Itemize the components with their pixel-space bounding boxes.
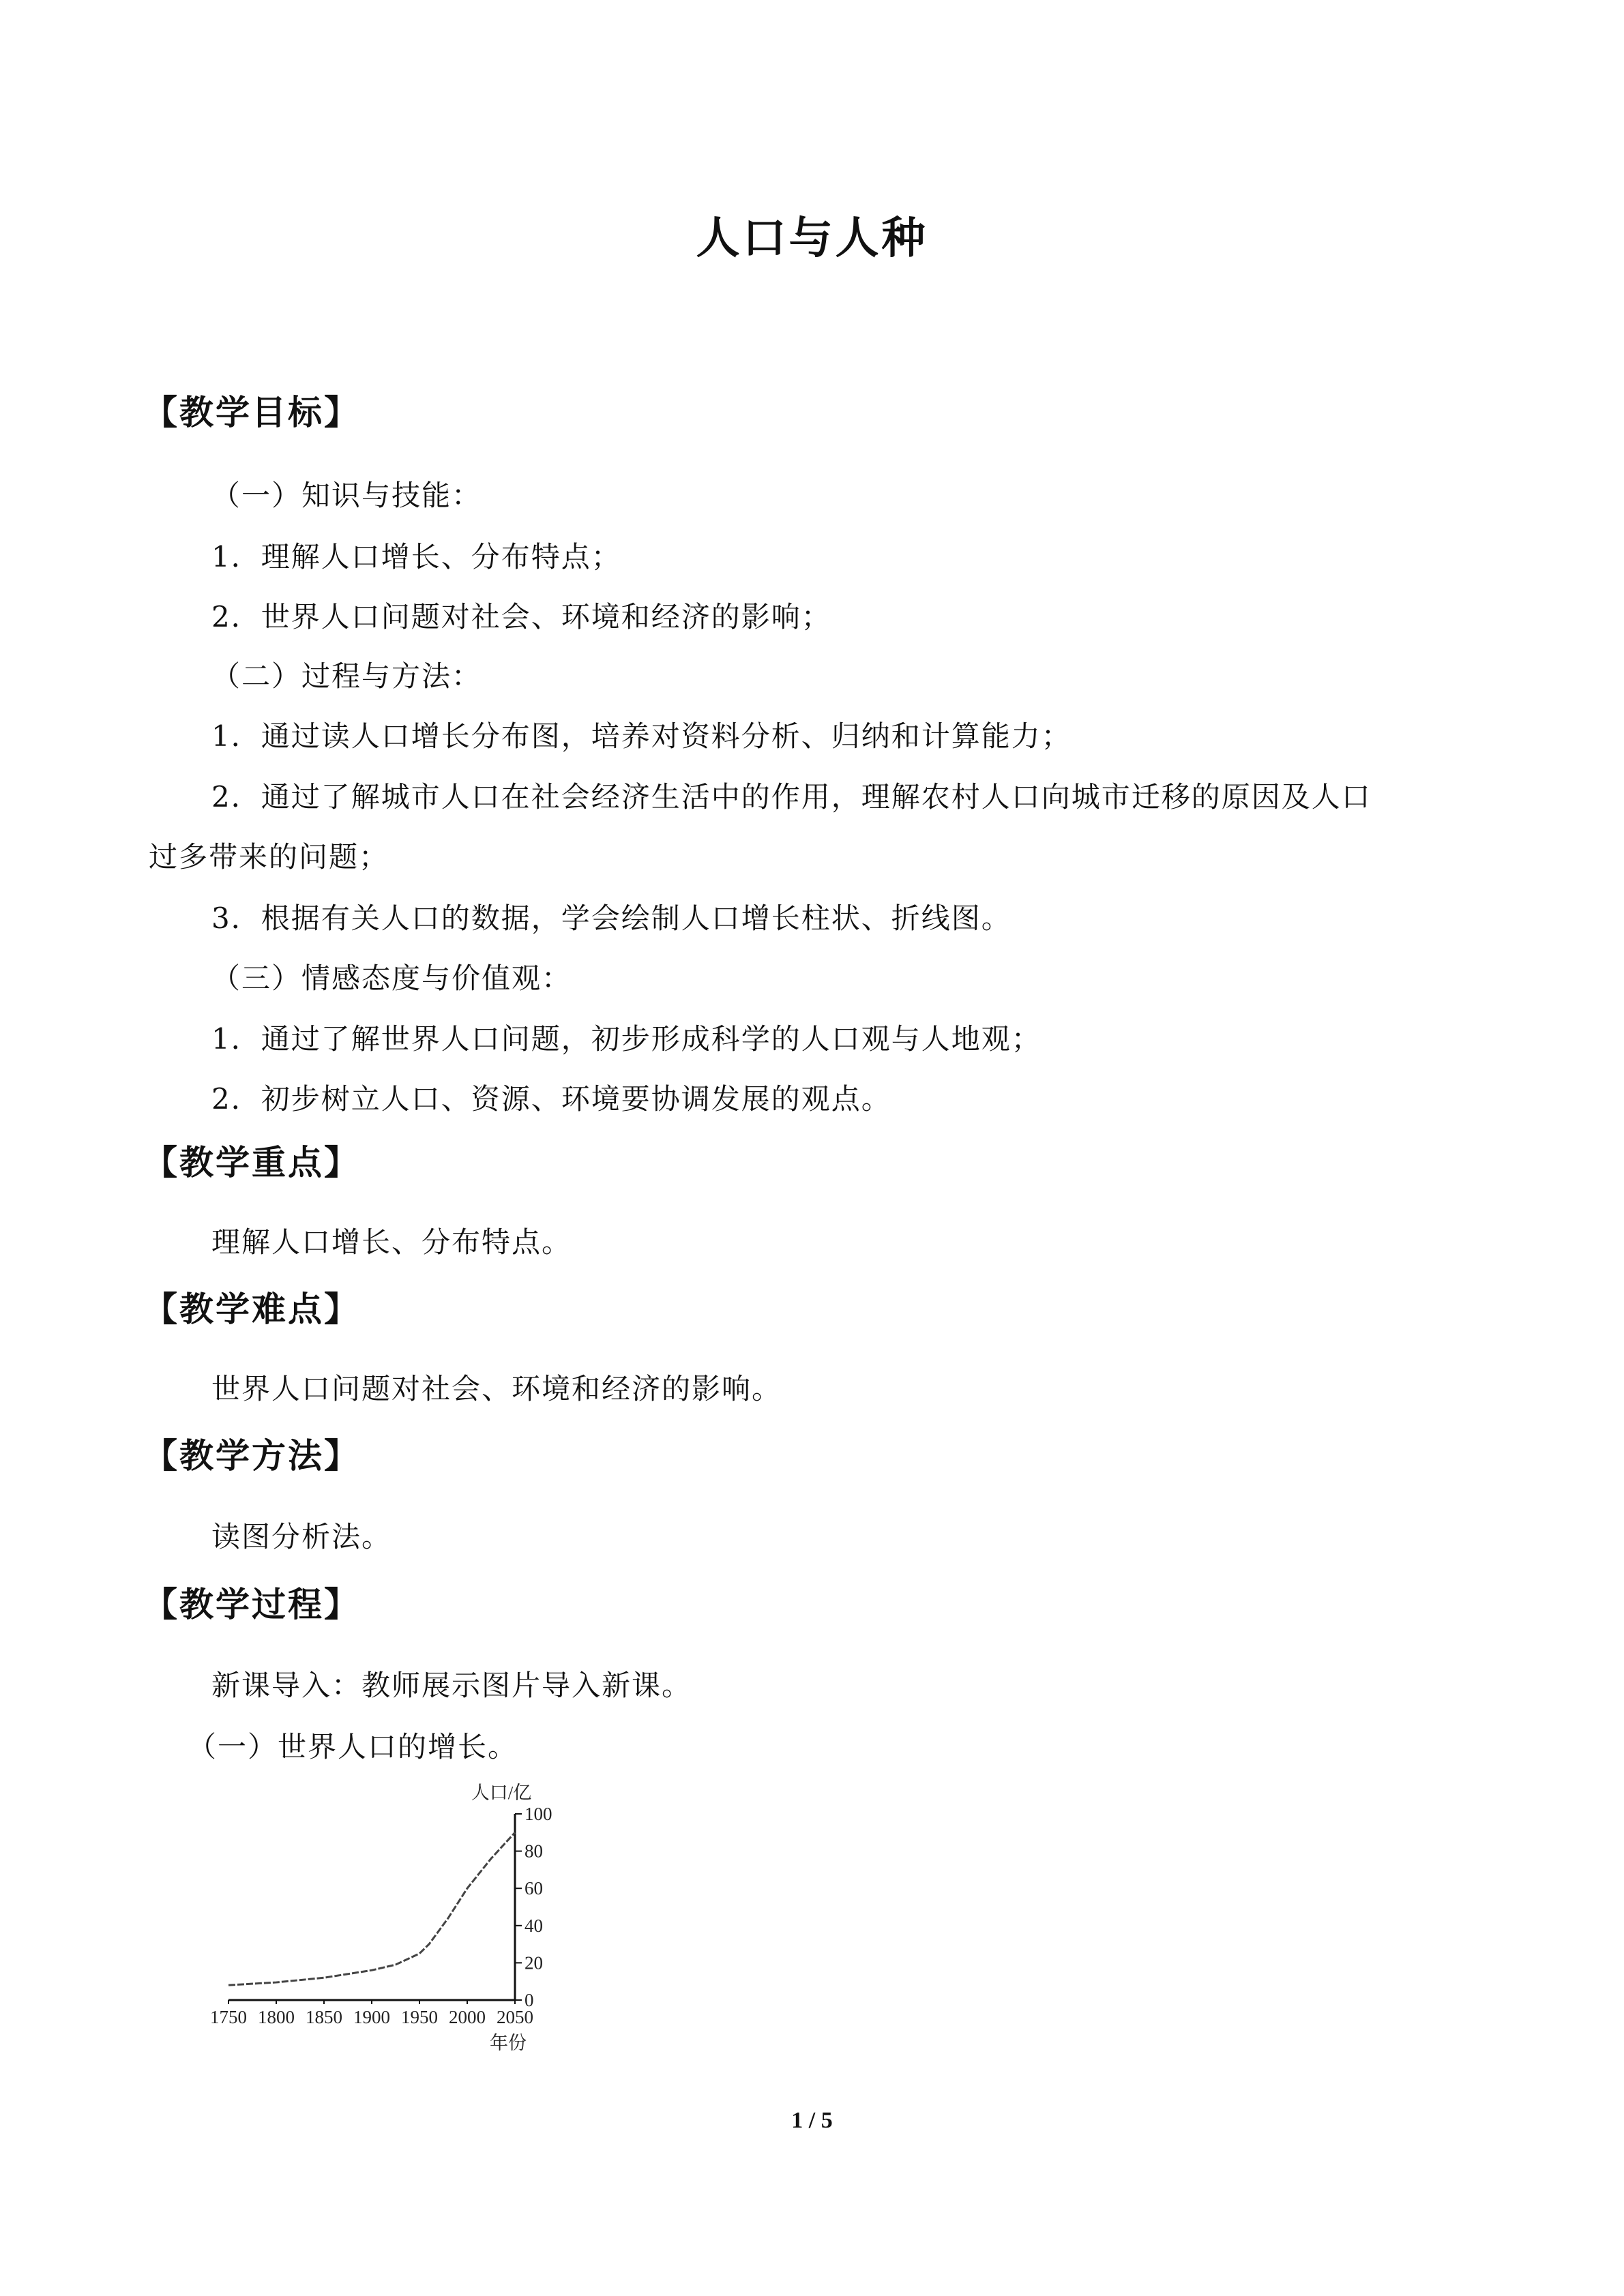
chart-ticks [210,1804,552,2027]
x-tick-label: 2050 [497,2007,533,2027]
chart-xlabel: 年份 [490,2033,527,2053]
heading-methods: 【教学方法】 [143,1436,360,1476]
methods-text: 读图分析法。 [211,1520,392,1553]
process-intro: 新课导入：教师展示图片导入新课。 [211,1669,692,1702]
document-title: 人口与人种 [696,213,928,264]
goals-sub2-item-1: 1．通过读人口增长分布图，培养对资料分析、归纳和计算能力； [211,719,1072,753]
heading-difficulties: 【教学难点】 [143,1289,360,1329]
x-tick-label: 1900 [353,2007,390,2027]
population-growth-chart [210,1773,597,2059]
heading-process: 【教学过程】 [143,1585,360,1624]
goals-sub2: （二）过程与方法： [211,659,482,693]
heading-key-points: 【教学重点】 [143,1143,360,1182]
goals-sub3-item-2: 2．初步树立人口、资源、环境要协调发展的观点。 [211,1082,891,1116]
chart-axes [228,1814,515,2000]
y-tick-label: 20 [525,1952,543,1973]
difficulties-text: 世界人口问题对社会、环境和经济的影响。 [211,1372,782,1405]
x-tick-label: 1800 [258,2007,295,2027]
goals-sub3: （三）情感态度与价值观： [211,961,572,995]
goals-sub2-item-2-continued: 过多带来的问题； [149,840,389,874]
goals-sub1-item-2: 2．世界人口问题对社会、环境和经济的影响； [211,600,831,633]
x-tick-label: 1950 [401,2007,438,2027]
y-tick-label: 40 [525,1915,543,1936]
x-tick-label: 2000 [449,2007,486,2027]
x-tick-label: 1750 [210,2007,247,2027]
process-section-1: （一）世界人口的增长。 [188,1730,518,1763]
goals-sub1-item-1: 1．理解人口增长、分布特点； [211,540,621,573]
key-points-text: 理解人口增长、分布特点。 [211,1225,572,1259]
goals-sub2-item-3: 3．根据有关人口的数据，学会绘制人口增长柱状、折线图。 [211,901,1012,935]
heading-teaching-goals: 【教学目标】 [143,393,360,432]
x-tick-label: 1850 [306,2007,342,2027]
y-tick-label: 80 [525,1840,543,1862]
chart-ylabel: 人口/亿 [471,1783,532,1803]
population-series-line [228,1832,515,1985]
goals-sub1: （一）知识与技能： [211,479,482,512]
y-tick-label: 60 [525,1878,543,1899]
page-number: 1 / 5 [791,2108,833,2133]
goals-sub2-item-2: 2．通过了解城市人口在社会经济生活中的作用，理解农村人口向城市迁移的原因及人口 [211,780,1372,814]
goals-sub3-item-1: 1．通过了解世界人口问题，初步形成科学的人口观与人地观； [211,1022,1042,1056]
y-tick-label: 0 [525,1990,534,2010]
y-tick-label: 100 [525,1804,552,1824]
